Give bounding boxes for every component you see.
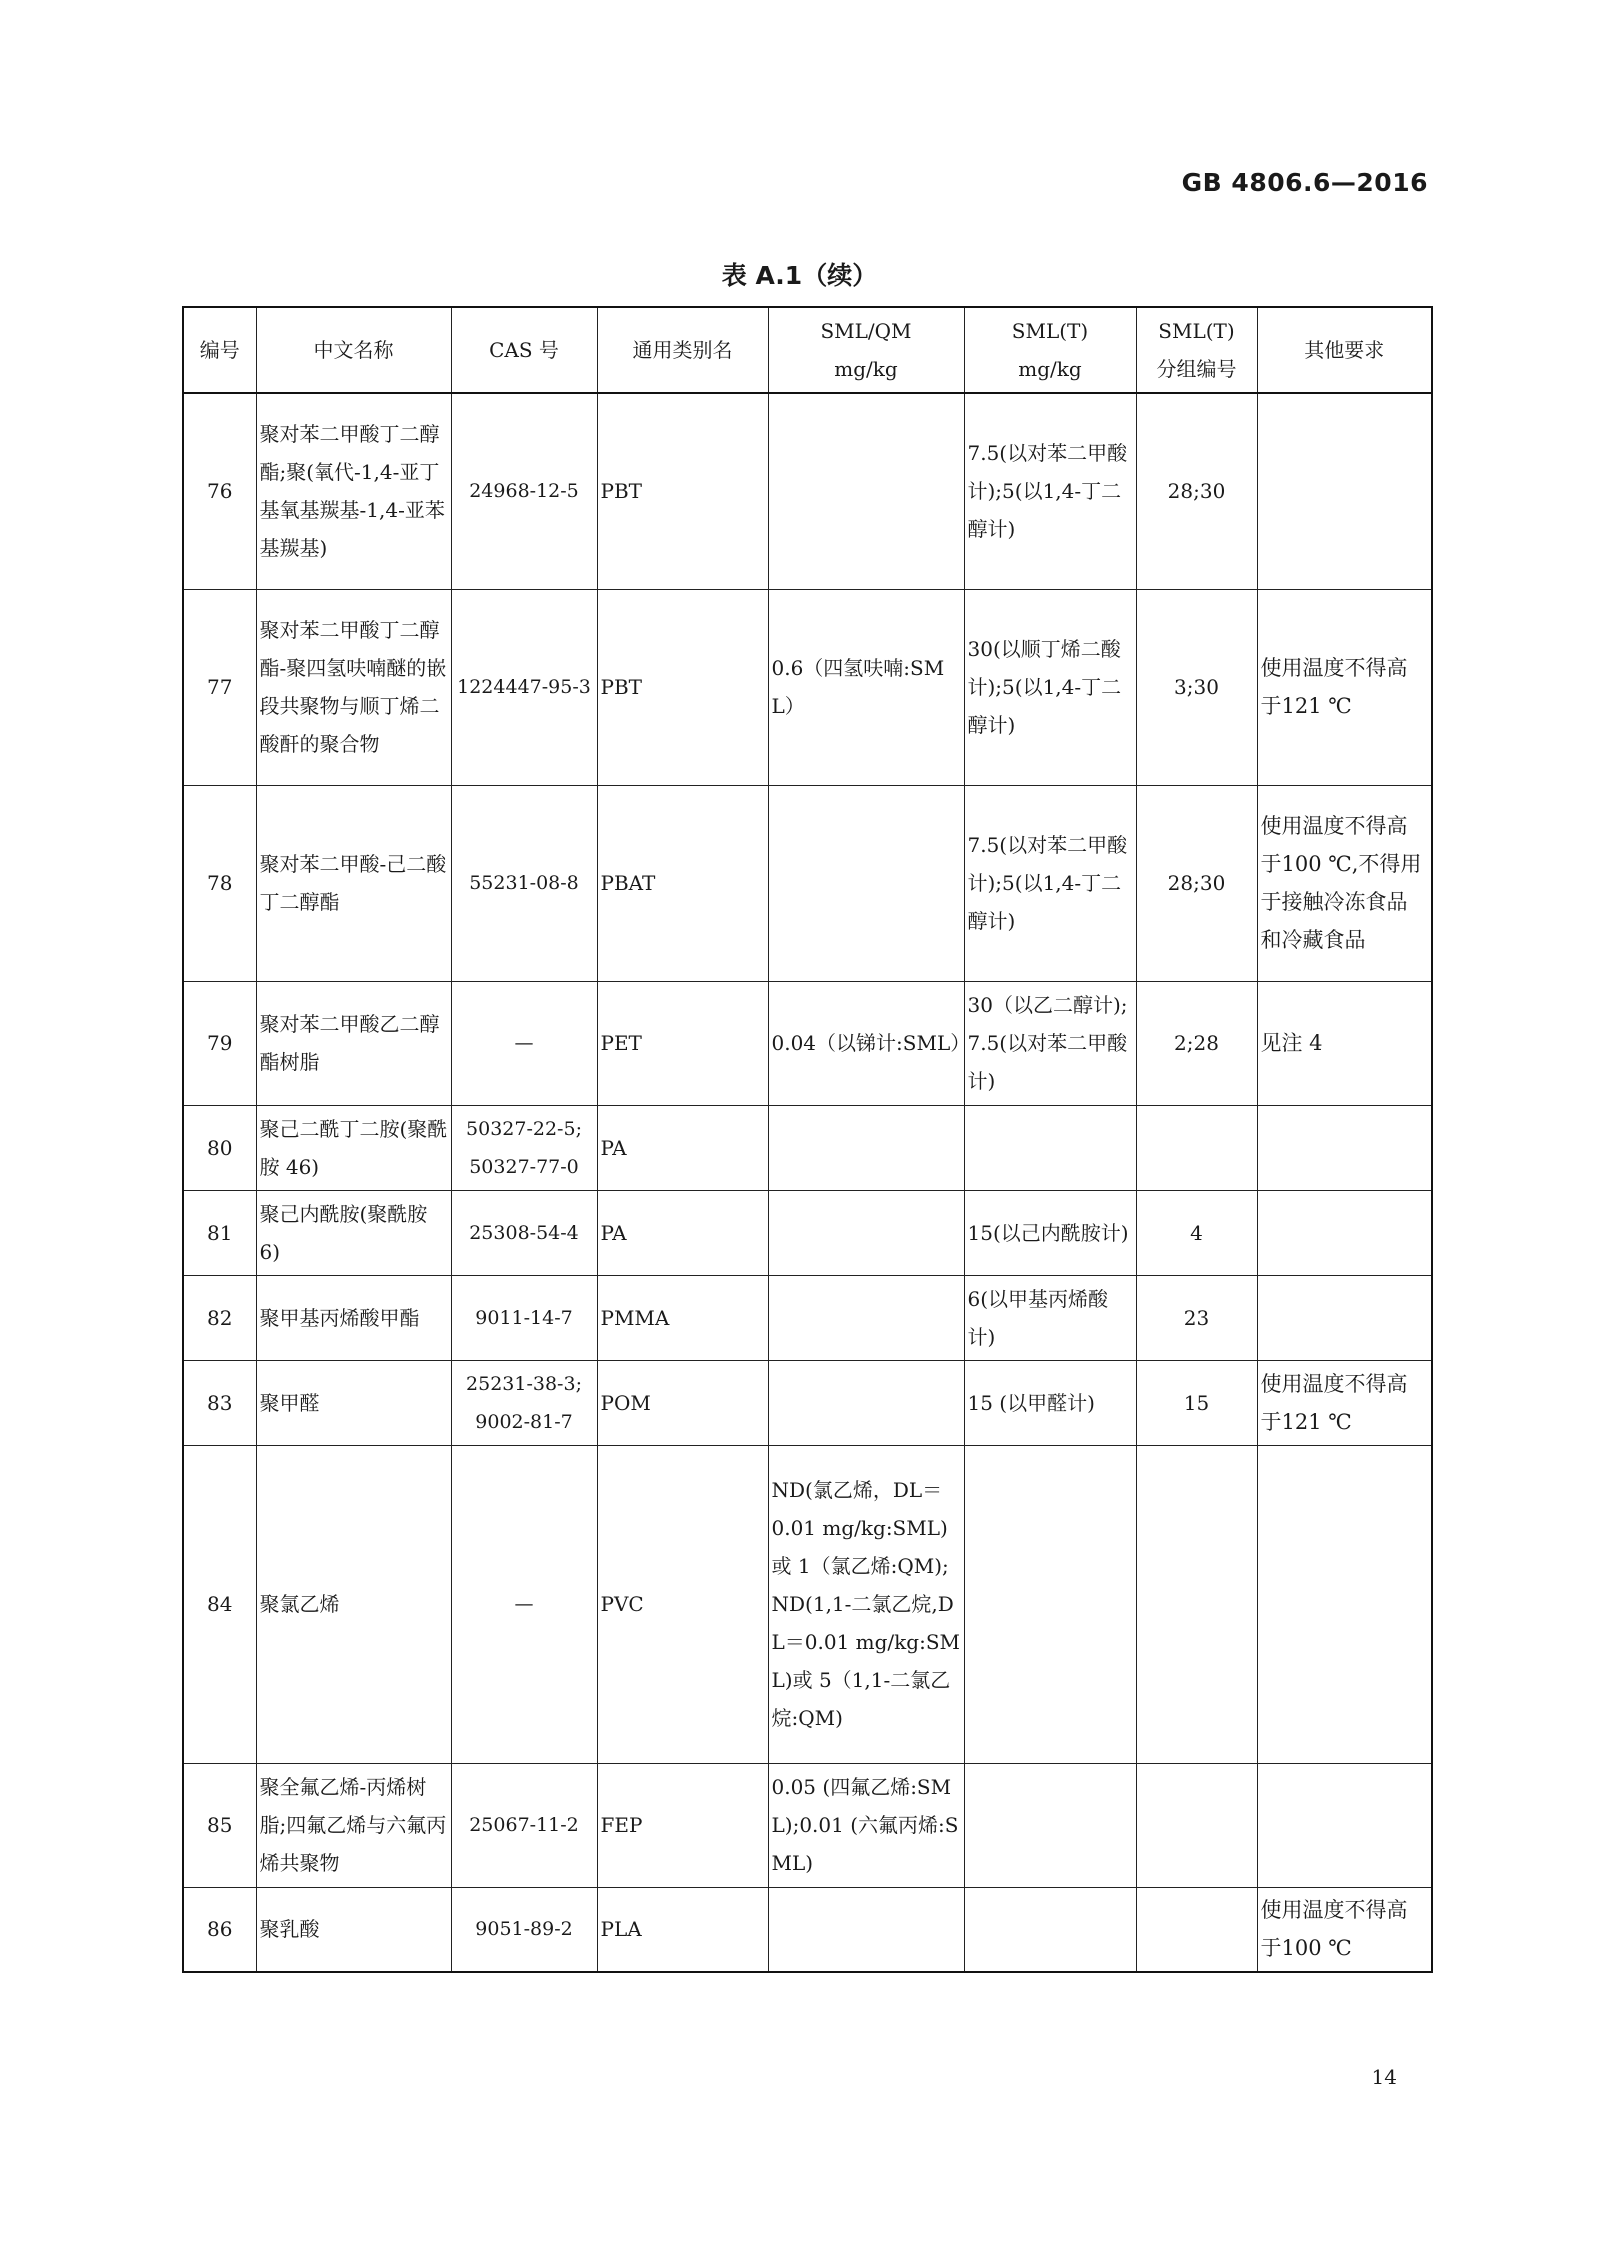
cell-group: 3;30 bbox=[1136, 589, 1257, 785]
col-header-sml-qm: SML/QM mg/kg bbox=[768, 307, 964, 393]
cell-sml-qm: 0.04（以锑计:SML） bbox=[768, 981, 964, 1105]
cell-group: 28;30 bbox=[1136, 785, 1257, 981]
cell-name: 聚己二酰丁二胺(聚酰胺 46) bbox=[256, 1105, 451, 1190]
cell-no: 86 bbox=[183, 1887, 256, 1972]
table-row bbox=[183, 1445, 1432, 1763]
cell-group: 15 bbox=[1136, 1360, 1257, 1445]
cell-other: 使用温度不得高于121 ℃ bbox=[1257, 1360, 1432, 1445]
cell-cas: 9011-14-7 bbox=[451, 1275, 597, 1360]
cell-no: 85 bbox=[183, 1763, 256, 1887]
cell-no: 84 bbox=[183, 1445, 256, 1763]
cell-other bbox=[1257, 1190, 1432, 1275]
page-number: 14 bbox=[1371, 2065, 1397, 2089]
table-row bbox=[183, 1190, 1432, 1275]
cell-cas: 50327-22-5; 50327-77-0 bbox=[451, 1105, 597, 1190]
table-row bbox=[183, 393, 1432, 589]
cell-sml-t: 15(以己内酰胺计) bbox=[964, 1190, 1136, 1275]
cell-sml-qm bbox=[768, 1105, 964, 1190]
cell-group: 28;30 bbox=[1136, 393, 1257, 589]
cell-sml-t: 7.5(以对苯二甲酸计);5(以1,4-丁二醇计) bbox=[964, 785, 1136, 981]
table-row bbox=[183, 1763, 1432, 1887]
cell-sml-qm: 0.6（四氢呋喃:SML） bbox=[768, 589, 964, 785]
table-row bbox=[183, 589, 1432, 785]
cell-type: POM bbox=[597, 1360, 768, 1445]
cell-type: PMMA bbox=[597, 1275, 768, 1360]
col-header-group: SML(T) 分组编号 bbox=[1136, 307, 1257, 393]
cell-name: 聚乳酸 bbox=[256, 1887, 451, 1972]
cell-type: PLA bbox=[597, 1887, 768, 1972]
cell-group: 23 bbox=[1136, 1275, 1257, 1360]
cell-other: 使用温度不得高于100 ℃ bbox=[1257, 1887, 1432, 1972]
cell-cas: 9051-89-2 bbox=[451, 1887, 597, 1972]
cell-sml-qm bbox=[768, 785, 964, 981]
cell-no: 78 bbox=[183, 785, 256, 981]
table-row bbox=[183, 981, 1432, 1105]
cell-name: 聚氯乙烯 bbox=[256, 1445, 451, 1763]
cell-no: 82 bbox=[183, 1275, 256, 1360]
cell-group: 4 bbox=[1136, 1190, 1257, 1275]
table-caption: 表 A.1（续） bbox=[721, 261, 878, 290]
cell-group bbox=[1136, 1105, 1257, 1190]
cell-no: 79 bbox=[183, 981, 256, 1105]
table-header-row bbox=[183, 307, 1432, 393]
cell-sml-qm: ND(氯乙烯，DL＝0.01 mg/kg:SML)或 1（氯乙烯:QM);ND(1,1-二氯乙烷,DL＝0.01 mg/kg:SML)或 5（1,1-二氯乙烷:QM) bbox=[768, 1445, 964, 1763]
cell-type: PET bbox=[597, 981, 768, 1105]
col-header-no: 编号 bbox=[183, 307, 256, 393]
cell-sml-t: 30(以顺丁烯二酸计);5(以1,4-丁二醇计) bbox=[964, 589, 1136, 785]
cell-sml-t: 15 (以甲醛计) bbox=[964, 1360, 1136, 1445]
cell-no: 83 bbox=[183, 1360, 256, 1445]
table-row bbox=[183, 1887, 1432, 1972]
cell-sml-qm bbox=[768, 1887, 964, 1972]
col-header-type: 通用类别名 bbox=[597, 307, 768, 393]
table-row bbox=[183, 1105, 1432, 1190]
standard-number: GB 4806.6—2016 bbox=[1181, 168, 1428, 197]
cell-sml-t bbox=[964, 1445, 1136, 1763]
cell-name: 聚对苯二甲酸乙二醇酯树脂 bbox=[256, 981, 451, 1105]
cell-other bbox=[1257, 1275, 1432, 1360]
cell-type: PBT bbox=[597, 589, 768, 785]
table-row bbox=[183, 1360, 1432, 1445]
cell-type: FEP bbox=[597, 1763, 768, 1887]
cell-cas: 25231-38-3; 9002-81-7 bbox=[451, 1360, 597, 1445]
cell-other bbox=[1257, 1445, 1432, 1763]
cell-no: 76 bbox=[183, 393, 256, 589]
cell-sml-qm bbox=[768, 1360, 964, 1445]
cell-sml-qm bbox=[768, 393, 964, 589]
col-header-name: 中文名称 bbox=[256, 307, 451, 393]
cell-other: 使用温度不得高于121 ℃ bbox=[1257, 589, 1432, 785]
cell-group bbox=[1136, 1887, 1257, 1972]
cell-type: PBT bbox=[597, 393, 768, 589]
cell-sml-qm bbox=[768, 1275, 964, 1360]
table-row bbox=[183, 1275, 1432, 1360]
cell-no: 81 bbox=[183, 1190, 256, 1275]
cell-sml-t bbox=[964, 1763, 1136, 1887]
cell-type: PBAT bbox=[597, 785, 768, 981]
cell-name: 聚甲醛 bbox=[256, 1360, 451, 1445]
cell-group: 2;28 bbox=[1136, 981, 1257, 1105]
cell-sml-t bbox=[964, 1105, 1136, 1190]
cell-group bbox=[1136, 1445, 1257, 1763]
cell-no: 77 bbox=[183, 589, 256, 785]
cell-cas: 1224447-95-3 bbox=[451, 589, 597, 785]
cell-name: 聚全氟乙烯-丙烯树脂;四氟乙烯与六氟丙烯共聚物 bbox=[256, 1763, 451, 1887]
cell-other: 见注 4 bbox=[1257, 981, 1432, 1105]
cell-sml-t: 30（以乙二醇计);7.5(以对苯二甲酸计) bbox=[964, 981, 1136, 1105]
cell-other bbox=[1257, 1105, 1432, 1190]
cell-name: 聚对苯二甲酸丁二醇酯;聚(氧代-1,4-亚丁基氧基羰基-1,4-亚苯基羰基) bbox=[256, 393, 451, 589]
cell-cas: 25308-54-4 bbox=[451, 1190, 597, 1275]
cell-name: 聚对苯二甲酸丁二醇酯-聚四氢呋喃醚的嵌段共聚物与顺丁烯二酸酐的聚合物 bbox=[256, 589, 451, 785]
cell-sml-qm bbox=[768, 1190, 964, 1275]
cell-other bbox=[1257, 1763, 1432, 1887]
cell-other bbox=[1257, 393, 1432, 589]
cell-name: 聚对苯二甲酸-己二酸丁二醇酯 bbox=[256, 785, 451, 981]
cell-cas: 25067-11-2 bbox=[451, 1763, 597, 1887]
cell-cas: 24968-12-5 bbox=[451, 393, 597, 589]
cell-sml-qm: 0.05 (四氟乙烯:SML);0.01 (六氟丙烯:SML) bbox=[768, 1763, 964, 1887]
cell-cas: 55231-08-8 bbox=[451, 785, 597, 981]
col-header-sml-t: SML(T) mg/kg bbox=[964, 307, 1136, 393]
cell-no: 80 bbox=[183, 1105, 256, 1190]
cell-type: PVC bbox=[597, 1445, 768, 1763]
table-row bbox=[183, 785, 1432, 981]
cell-type: PA bbox=[597, 1105, 768, 1190]
cell-name: 聚甲基丙烯酸甲酯 bbox=[256, 1275, 451, 1360]
cell-other: 使用温度不得高于100 ℃,不得用于接触冷冻食品和冷藏食品 bbox=[1257, 785, 1432, 981]
cell-type: PA bbox=[597, 1190, 768, 1275]
col-header-other: 其他要求 bbox=[1257, 307, 1432, 393]
cell-name: 聚己内酰胺(聚酰胺 6) bbox=[256, 1190, 451, 1275]
cell-group bbox=[1136, 1763, 1257, 1887]
cell-sml-t: 7.5(以对苯二甲酸计);5(以1,4-丁二醇计) bbox=[964, 393, 1136, 589]
cell-cas: — bbox=[451, 981, 597, 1105]
cell-sml-t: 6(以甲基丙烯酸计) bbox=[964, 1275, 1136, 1360]
cell-cas: — bbox=[451, 1445, 597, 1763]
substance-table bbox=[182, 306, 1433, 1973]
cell-sml-t bbox=[964, 1887, 1136, 1972]
col-header-cas: CAS 号 bbox=[451, 307, 597, 393]
